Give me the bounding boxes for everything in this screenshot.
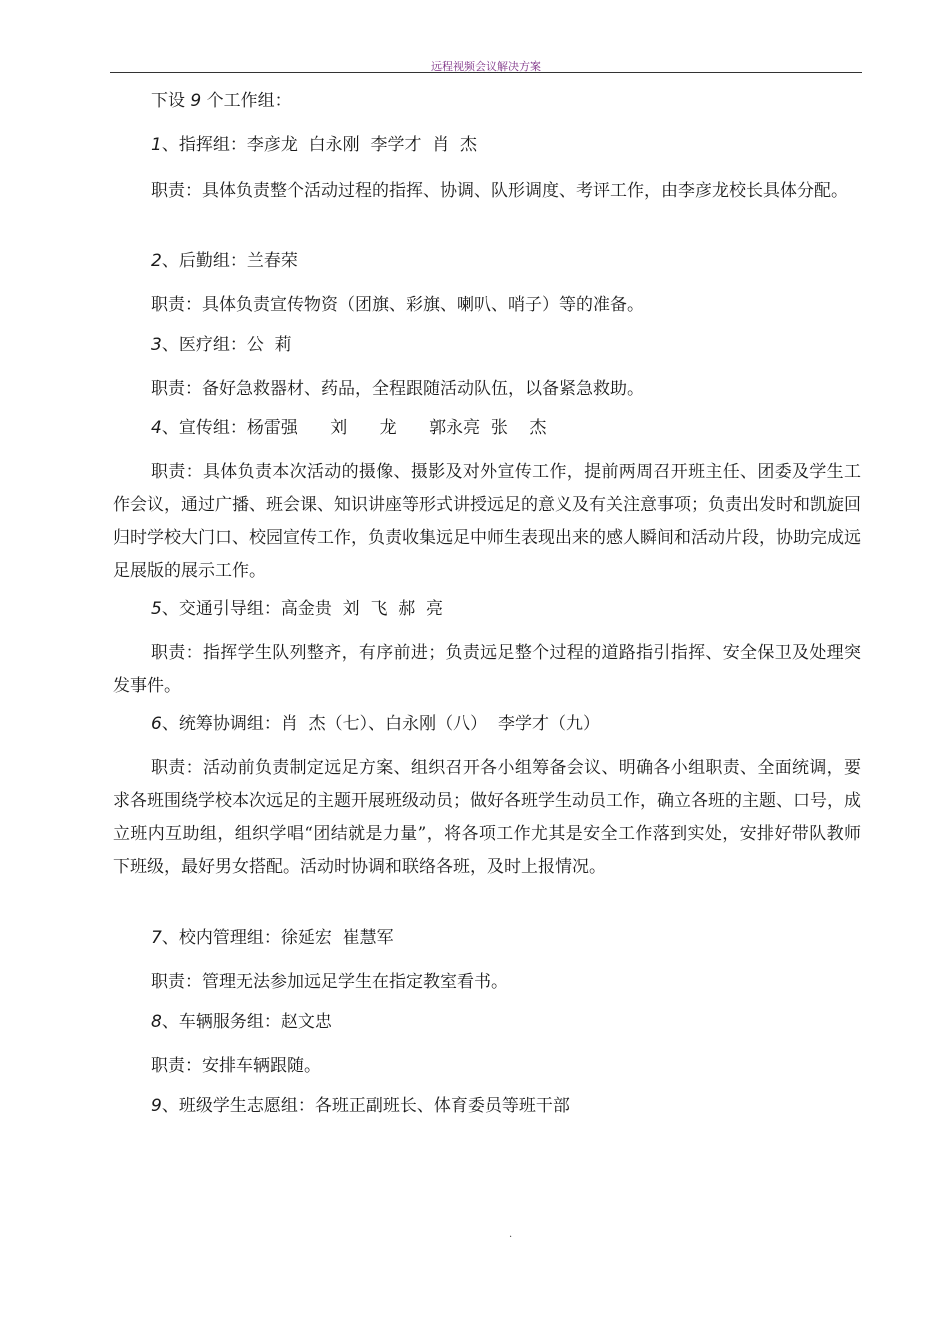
group-6-title: 6、统筹协调组：肖 杰（七）、白永刚（八） 李学才（九） bbox=[151, 714, 600, 734]
header-rule bbox=[110, 72, 862, 73]
group-2-title: 2、后勤组：兰春荣 bbox=[151, 251, 298, 271]
group-1-duty: 职责：具体负责整个活动过程的指挥、协调、队形调度、考评工作，由李彦龙校长具体分配。 bbox=[151, 181, 848, 201]
page-header: 远程视频会议解决方案 bbox=[431, 60, 541, 73]
intro-line: 下设 9 个工作组： bbox=[151, 91, 292, 111]
group-8-title: 8、车辆服务组：赵文忠 bbox=[151, 1012, 332, 1032]
group-3-title: 3、医疗组：公 莉 bbox=[151, 335, 292, 355]
group-8-duty: 职责：安排车辆跟随。 bbox=[151, 1056, 321, 1076]
group-9-title: 9、班级学生志愿组：各班正副班长、体育委员等班干部 bbox=[151, 1096, 570, 1116]
group-2-duty: 职责：具体负责宣传物资（团旗、彩旗、喇叭、哨子）等的准备。 bbox=[151, 295, 644, 315]
group-3-duty: 职责：备好急救器材、药品，全程跟随活动队伍，以备紧急救助。 bbox=[151, 379, 644, 399]
group-7-title: 7、校内管理组：徐延宏 崔慧军 bbox=[151, 928, 394, 948]
group-5-duty: 职责：指挥学生队列整齐，有序前进；负责远足整个过程的道路指引指挥、安全保卫及处理突发事件。 bbox=[113, 643, 861, 696]
group-4-title: 4、宣传组：杨雷强 刘 龙 郭永亮 张 杰 bbox=[151, 418, 547, 438]
group-count: 9 bbox=[190, 91, 202, 111]
group-7-duty: 职责：管理无法参加远足学生在指定教室看书。 bbox=[151, 972, 508, 992]
footer-mark: . bbox=[509, 1229, 513, 1240]
group-1-title: 1、指挥组：李彦龙 白永刚 李学才 肖 杰 bbox=[151, 135, 478, 155]
group-4-duty: 职责：具体负责本次活动的摄像、摄影及对外宣传工作，提前两周召开班主任、团委及学生工作会议，通过广播、班会课、知识讲座等形式讲授远足的意义及有关注意事项；负责出发时和凯旋回归时学校大门口、校园宣传工作，负责收集远足中师生表现出来的感人瞬间和活动片段，协助完成远足展版的展示工作。 bbox=[113, 462, 861, 581]
group-5-title: 5、交通引导组：高金贵 刘 飞 郝 亮 bbox=[151, 599, 444, 619]
group-6-duty: 职责：活动前负责制定远足方案、组织召开各小组筹备会议、明确各小组职责、全面统调，要求各班围绕学校本次远足的主题开展班级动员；做好各班学生动员工作，确立各班的主题、口号，成立班内互助组，组织学唱“团结就是力量”，将各项工作尤其是安全工作落到实处，安排好带队教师下班级，最好男女搭配。活动时协调和联络各班，及时上报情况。 bbox=[113, 758, 861, 877]
